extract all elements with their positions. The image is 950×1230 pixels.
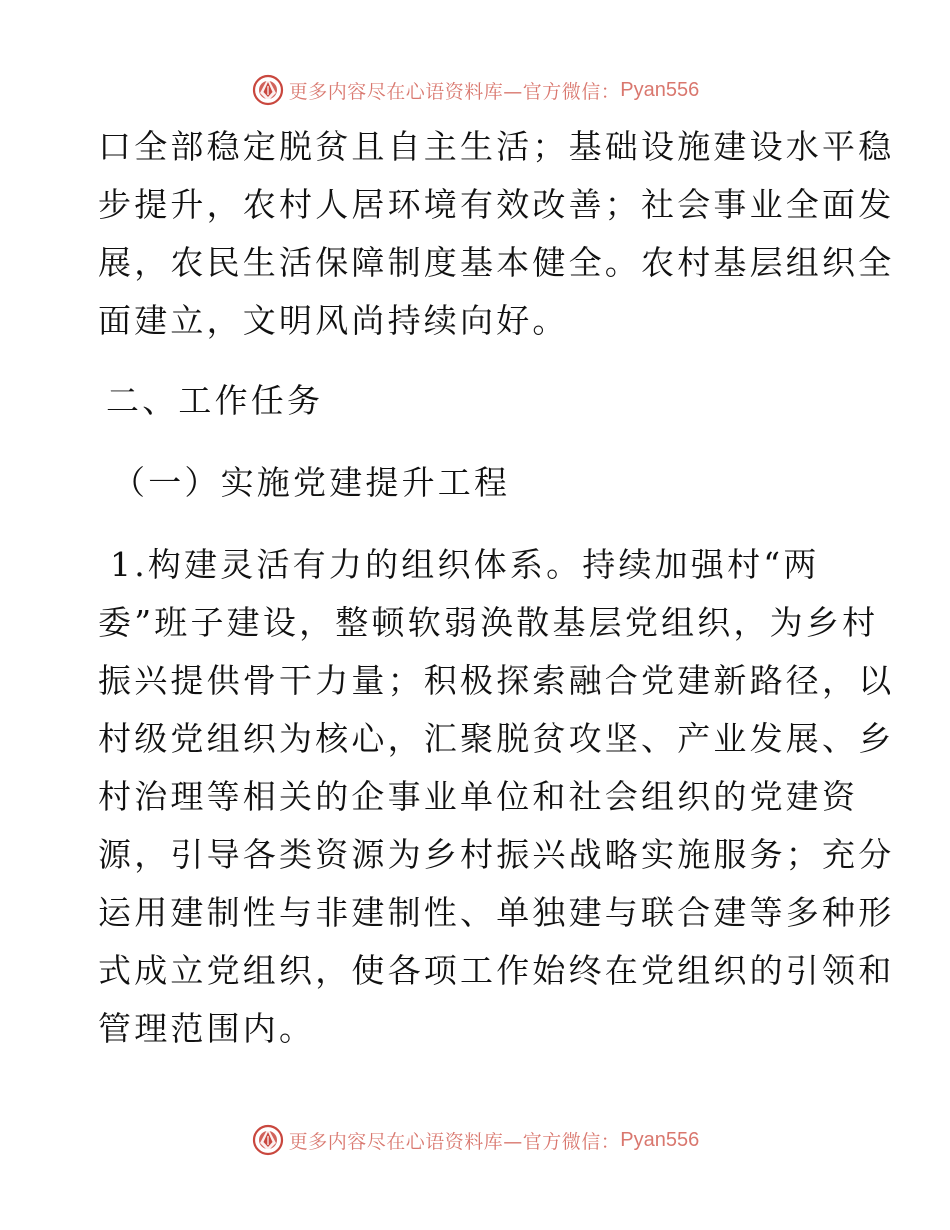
watermark-banner-bottom	[0, 1120, 950, 1160]
text-line: 口全部稳定脱贫且自主生活；基础设施建设水平稳	[98, 127, 895, 166]
watermark-wechat-id: Pyan556	[620, 1128, 700, 1151]
text-line: 村级党组织为核心，汇聚脱贫攻坚、产业发展、乡	[98, 719, 895, 758]
paragraph-goals	[98, 118, 895, 350]
text-line: 管理范围内。	[98, 1009, 316, 1048]
pen-nib-logo-icon	[251, 1123, 285, 1157]
text-line: 运用建制性与非建制性、单独建与联合建等多种形	[98, 893, 895, 932]
text-line: 源，引导各类资源为乡村振兴战略实施服务；充分	[98, 835, 895, 874]
watermark-text: 更多内容尽在心语资料库—官方微信：	[288, 80, 621, 103]
text-line: 振兴提供骨干力量；积极探索融合党建新路径，以	[98, 661, 895, 700]
section-heading: 二、工作任务	[106, 381, 324, 420]
text-line: 村治理等相关的企事业单位和社会组织的党建资	[98, 777, 859, 816]
text-line: 面建立，文明风尚持续向好。	[98, 301, 569, 340]
watermark-banner-top	[0, 70, 950, 110]
watermark-text: 更多内容尽在心语资料库—官方微信：	[288, 1130, 621, 1153]
subsection-heading: （一）实施党建提升工程	[112, 463, 511, 502]
text-line: 1.构建灵活有力的组织体系。持续加强村“两	[110, 545, 820, 584]
text-line: 步提升，农村人居环境有效改善；社会事业全面发	[98, 185, 895, 224]
text-line: 展，农民生活保障制度基本健全。农村基层组织全	[98, 243, 895, 282]
watermark-wechat-id: Pyan556	[620, 78, 700, 101]
text-line: 委”班子建设，整顿软弱涣散基层党组织，为乡村	[98, 603, 879, 642]
pen-nib-logo-icon	[251, 73, 285, 107]
paragraph-organization-system	[98, 536, 895, 1058]
text-line: 式成立党组织，使各项工作始终在党组织的引领和	[98, 951, 895, 990]
document-body	[98, 118, 895, 1058]
